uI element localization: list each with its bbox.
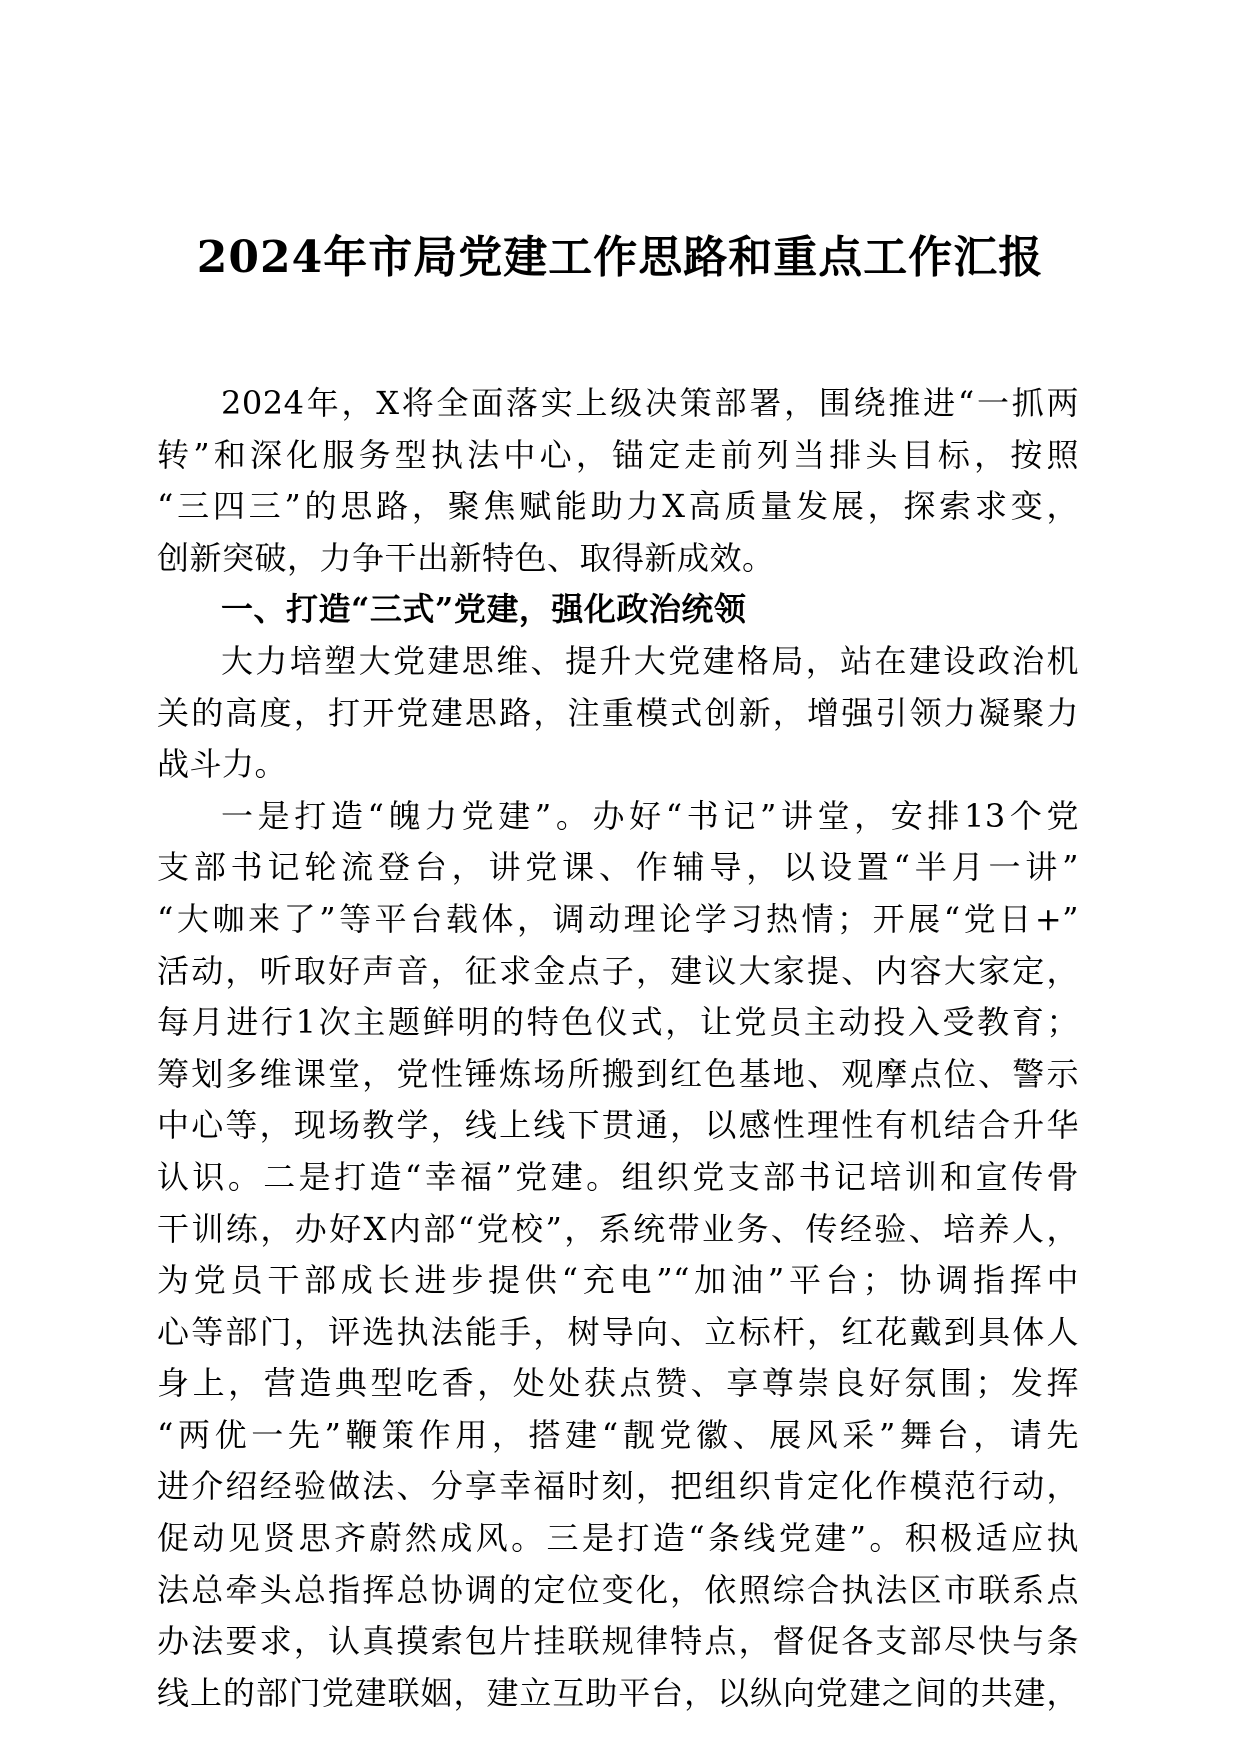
paragraph-line: 2024年，X将全面落实上级决策部署，围绕推进“一抓两 bbox=[221, 384, 1079, 422]
paragraph-line: “大咖来了”等平台载体，调动理论学习热情；开展“党日+” bbox=[157, 899, 1079, 938]
paragraph-line: 关的高度，打开党建思路，注重模式创新，增强引领力凝聚力 bbox=[157, 693, 1079, 732]
paragraph-line: 干训练，办好X内部“党校”，系统带业务、传经验、培养人， bbox=[157, 1209, 1079, 1248]
paragraph-line: 大力培塑大党建思维、提升大党建格局，站在建设政治机 bbox=[221, 641, 1079, 680]
paragraph-line: 支部书记轮流登台，讲党课、作辅导，以设置“半月一讲” bbox=[157, 848, 1079, 887]
document-title: 2024年市局党建工作思路和重点工作汇报 bbox=[196, 232, 1044, 283]
paragraph-line: 战斗力。 bbox=[157, 745, 288, 784]
section-heading: 一、打造“三式”党建，强化政治统领 bbox=[221, 590, 747, 629]
paragraph-line: 中心等，现场教学，线上线下贯通，以感性理性有机结合升华 bbox=[157, 1106, 1079, 1145]
paragraph-line: “三四三”的思路，聚焦赋能助力X高质量发展，探索求变， bbox=[157, 487, 1079, 526]
paragraph-line: 一是打造“魄力党建”。办好“书记”讲堂，安排13个党 bbox=[221, 796, 1079, 835]
paragraph-line: 认识。二是打造“幸福”党建。组织党支部书记培训和宣传骨 bbox=[157, 1157, 1079, 1196]
paragraph-line: 促动见贤思齐蔚然成风。三是打造“条线党建”。积极适应执 bbox=[157, 1519, 1079, 1558]
paragraph-line: 每月进行1次主题鲜明的特色仪式，让党员主动投入受教育； bbox=[157, 1003, 1079, 1042]
paragraph-line: 办法要求，认真摸索包片挂联规律特点，督促各支部尽快与条 bbox=[157, 1622, 1079, 1661]
paragraph-line: 活动，听取好声音，征求金点子，建议大家提、内容大家定， bbox=[157, 951, 1079, 990]
document-body bbox=[157, 378, 1079, 1719]
paragraph-line: 身上，营造典型吃香，处处获点赞、享尊崇良好氛围；发挥 bbox=[157, 1364, 1079, 1403]
paragraph-line: 筹划多维课堂，党性锤炼场所搬到红色基地、观摩点位、警示 bbox=[157, 1054, 1079, 1093]
paragraph-line: 线上的部门党建联姻，建立互助平台，以纵向党建之间的共建， bbox=[157, 1673, 1079, 1712]
paragraph-line: 创新突破，力争干出新特色、取得新成效。 bbox=[157, 538, 775, 577]
paragraph-line: 法总牵头总指挥总协调的定位变化，依照综合执法区市联系点 bbox=[157, 1570, 1079, 1609]
paragraph-line: 心等部门，评选执法能手，树导向、立标杆，红花戴到具体人 bbox=[157, 1312, 1079, 1351]
paragraph-line: 转”和深化服务型执法中心，锚定走前列当排头目标，按照 bbox=[157, 435, 1079, 474]
paragraph-line: “两优一先”鞭策作用，搭建“靓党徽、展风采”舞台，请先 bbox=[157, 1415, 1079, 1454]
paragraph-line: 进介绍经验做法、分享幸福时刻，把组织肯定化作模范行动， bbox=[157, 1467, 1079, 1506]
paragraph-line: 为党员干部成长进步提供“充电”“加油”平台；协调指挥中 bbox=[157, 1261, 1079, 1300]
